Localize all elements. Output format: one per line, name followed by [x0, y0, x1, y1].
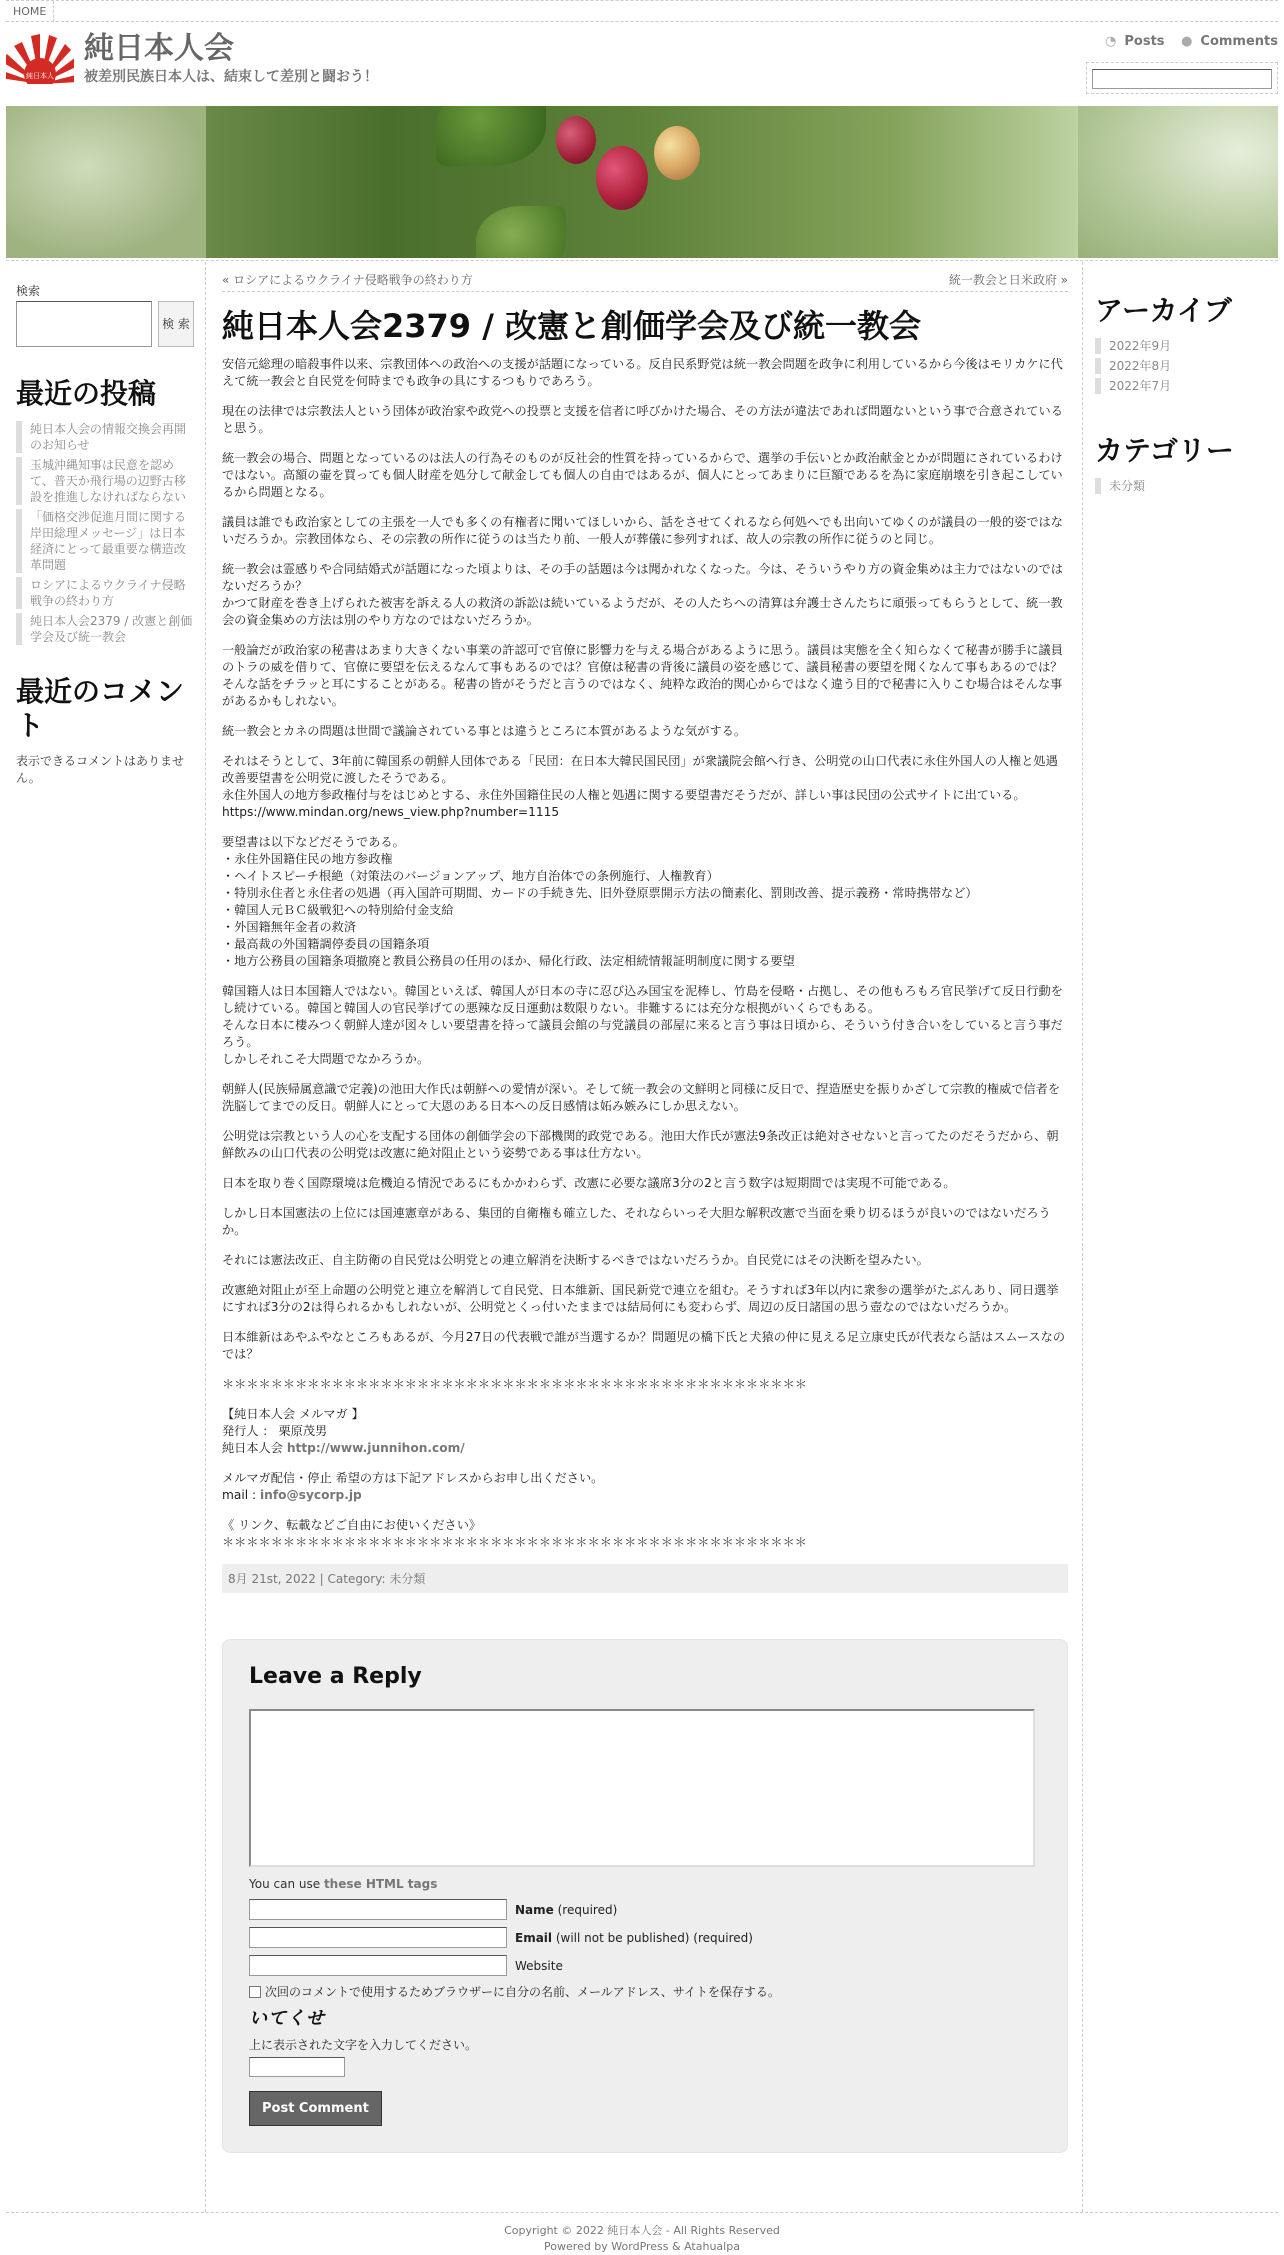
- archive-link[interactable]: 2022年9月: [1095, 338, 1266, 354]
- site-title[interactable]: 純日本人会: [84, 31, 234, 66]
- archive-link[interactable]: 2022年7月: [1095, 378, 1266, 394]
- website-label: Website: [515, 1958, 563, 1973]
- sidebar-search-form: [16, 301, 195, 347]
- leaf-shape: [436, 106, 546, 166]
- name-row: [249, 1899, 1041, 1920]
- post-body: [222, 356, 1075, 1551]
- post-paragraph: 韓国籍人は日本国籍人ではない。韓国といえば、韓国人が日本の寺に忍び込み国宝を泥棒し、竹島を侵略・占拠し、その他もろもろ官民挙げて反日行動をし続けている。韓国と韓国人の官民挙げての悪辣な反日運動は数限りない。非難するには充分な根拠がいくらでもある。 そんな日本に棲みつく朝鮮人達が図々しい要望書を持って議員会館の与党議員の部屋に来ると言う事は日頃から、そういう付き合いをしていると言う事だろう。 しかしそれこそ大問題でなかろうか。: [222, 984, 1063, 1066]
- posts-feed-link[interactable]: [1099, 34, 1165, 49]
- top-navigation: [6, 0, 1278, 22]
- reply-title: Leave a Reply: [249, 1664, 422, 1689]
- newsletter-link-note: 《 リンク、転載などご自由にお使いください》: [222, 1518, 482, 1532]
- recent-posts-list: [16, 421, 195, 645]
- post-date: 8月 21st, 2022 | Category:: [228, 1572, 390, 1586]
- recent-posts-title: 最近の投稿: [16, 377, 157, 410]
- nav-home-link[interactable]: HOME: [6, 1, 54, 22]
- post-paragraph: それはそうとして、3年前に韓国系の朝鮮人団体である「民団：在日本大韓民国民団」が衆議院会館へ行き、公明党の山口代表に永住外国人の人権と処遇改善要望書を公明党に渡したそうである。 永住外国人の地方参政権付与をはじめとする、永住外国籍住民の人権と処遇に関する要望書だそうだが、詳しい事は民団の公式サイトに出ている。 https://www.mindan.org/news_view.php?number=1115: [222, 754, 1058, 819]
- post-category-link[interactable]: 未分類: [389, 1572, 426, 1586]
- post-navigation: [222, 262, 1068, 292]
- newsletter-contact: メルマガ配信・停止 希望の方は下記アドレスからお申し出ください。: [222, 1471, 604, 1485]
- left-sidebar: [6, 262, 206, 2212]
- previous-post-link[interactable]: « ロシアによるウクライナ侵略戦争の終わり方: [222, 273, 473, 287]
- post-paragraph: 統一教会の場合、問題となっているのは法人の行為そのものが反社会的性質を持っているからで、選挙の手伝いとか政治献金とかが問題にされているわけではない。高額の壷を買っても個人財産を処分して献金しても個人の自由ではあるが、個人にとってあまりに巨額であるを為に家庭崩壊を引き起こしているから問題となる。: [222, 451, 1063, 499]
- comment-textarea[interactable]: [249, 1709, 1035, 1867]
- recent-comments-title: 最近のコメント: [16, 675, 185, 742]
- right-sidebar: [1082, 262, 1278, 2212]
- site-header: [6, 22, 1278, 106]
- recent-post-link[interactable]: 「価格交渉促進月間に関する岸田総理メッセージ」は日本経済にとって最重要な構造改革問題: [16, 509, 195, 573]
- post-title: 純日本人会2379 / 改憲と創価学会及び統一教会: [222, 307, 922, 345]
- rss-icon: ◔: [1105, 34, 1117, 49]
- newsletter-publisher: 発行人 ： 栗原茂男: [222, 1424, 328, 1438]
- post-paragraph: 統一教会は霊感りや合同結婚式が話題になった頃よりは、その手の話題は今は聞かれなくなった。今は、そういうやり方の資金集めは主力ではないのではないだろうか？ かつて財産を巻き上げられた被害を訴える人の救済の訴訟は続いているようだが、その人たちへの清算は弁護士さんたちに頑張ってもらうとして、統一教会の資金集めの方法は別のやり方なのではないだろうか。: [222, 562, 1063, 627]
- email-row: [249, 1927, 1041, 1948]
- post-paragraph: 議員は誰でも政治家としての主張を一人でも多くの有権者に聞いてほしいから、話をさせてくれるなら何処へでも出向いてゆくのが議員の一般的姿ではないだろうか。宗教団体なら、その宗教の所作に従うのは当たり前、一般人が葬儀に参列すれば、故人の宗教の所作に従うのと同じ。: [222, 515, 1063, 546]
- main-content: [222, 262, 1075, 2153]
- recent-post-link[interactable]: ロシアによるウクライナ侵略戦争の終わり方: [16, 577, 195, 609]
- rising-sun-logo[interactable]: [6, 34, 74, 84]
- newsletter-site-label: 純日本人会: [222, 1441, 287, 1455]
- captcha-image-text: いてくせ: [249, 2008, 325, 2029]
- site-footer: [6, 2212, 1278, 2255]
- post-comment-button[interactable]: Post Comment: [249, 2091, 382, 2126]
- post-paragraph: それには憲法改正、自主防衛の自民党は公明党との連立解消を決断するべきではないだろうか。自民党にはその決断を望みたい。: [222, 1253, 929, 1267]
- newsletter-mail-link[interactable]: info@sycorp.jp: [259, 1488, 362, 1502]
- recent-post-link[interactable]: 純日本人会2379 / 改憲と創価学会及び統一教会: [16, 613, 195, 645]
- name-field[interactable]: [249, 1899, 507, 1920]
- save-info-row: [249, 1983, 1041, 2000]
- newsletter-block: [222, 1406, 1068, 1457]
- website-row: [249, 1955, 1041, 1976]
- mail-label: mail :: [222, 1488, 260, 1502]
- comments-feed-link[interactable]: [1175, 34, 1278, 49]
- header-banner-image: [6, 106, 1278, 258]
- newsletter-header: 【純日本人会 メルマガ 】: [222, 1407, 364, 1421]
- raspberry-shape: [556, 116, 596, 164]
- leaf-shape: [476, 206, 566, 258]
- post-paragraph: 現在の法律では宗教法人という団体が政治家や政党への投票と支援を信者に呼びかけた場合、その方法が違法であれば問題ないという事で合意されていると思う。: [222, 404, 1063, 435]
- star-divider: ＊＊＊＊＊＊＊＊＊＊＊＊＊＊＊＊＊＊＊＊＊＊＊＊＊＊＊＊＊＊＊＊＊＊＊＊＊＊＊＊＊＊＊＊＊＊＊＊: [222, 1377, 807, 1391]
- no-comments-text: 表示できるコメントはありません。: [16, 754, 185, 785]
- allowed-tags-link[interactable]: these HTML tags: [323, 1877, 438, 1891]
- allowed-tags-note: [249, 1877, 1041, 1891]
- recent-post-link[interactable]: 純日本人会の情報交換会再開のお知らせ: [16, 421, 195, 453]
- save-info-checkbox[interactable]: [249, 1986, 261, 1998]
- post-paragraph: 朝鮮人(民族帰属意識で定義)の池田大作氏は朝鮮への愛情が深い。そして統一教会の文鮮明と同様に反日で、捏造歴史を振りかざして宗教的権威で信者を洗脳してまでの反日。朝鮮人にとって大恩のある日本への反日感情は妬み嫉みにしか思えない。: [222, 1082, 1061, 1113]
- header-divider: [6, 260, 1278, 261]
- posts-feed-label: Posts: [1124, 34, 1165, 49]
- captcha-label: 上に表示された文字を入力してください。: [249, 2038, 478, 2052]
- post-paragraph: 改憲絶対阻止が至上命題の公明党と連立を解消して自民党、日本維新、国民新党で連立を組む。そうすれば3年以内に衆参の選挙がたぶんあり、同日選挙にすれば3分の2は得られるかもしれないが、公明党とくっ付いたままでは結局何にも変わらず、周辺の反日諸国の思う壺なのではないだろうか。: [222, 1283, 1059, 1314]
- comment-bubble-icon: ●: [1181, 34, 1193, 49]
- save-info-label: 次回のコメントで使用するためブラウザーに自分の名前、メールアドレス、サイトを保存する。: [265, 1985, 780, 1999]
- next-post-link[interactable]: 統一教会と日米政府 »: [948, 273, 1068, 287]
- categories-list: [1095, 478, 1266, 494]
- post-paragraph: しかし日本国憲法の上位には国連憲章がある、集団的自衛権も確立した、それならいっそ大胆な解釈改憲で当面を乗り切るほうが良いのではないだろうか。: [222, 1206, 1051, 1237]
- star-divider: ＊＊＊＊＊＊＊＊＊＊＊＊＊＊＊＊＊＊＊＊＊＊＊＊＊＊＊＊＊＊＊＊＊＊＊＊＊＊＊＊＊＊＊＊＊＊＊＊: [222, 1535, 807, 1549]
- post-paragraph: 一般論だが政治家の秘書はあまり大きくない事業の許認可で官僚に影響力を与える場合があるように思う。議員は実態を全く知らなくて秘書が勝手に議員のトラの威を借りて、官僚に要望を伝えるなんて事もあるのでは？官僚は秘書の背後に議員の姿を感じて、議員秘書の要望を聞くなんて事もあるのでは？ そんな話をチラッと耳にすることがある。秘書の皆がそうだと言うのではなく、純粋な政治的関心からではなく違う目的で秘書に入りこむ場合はそんな事があるかもしれない。: [222, 643, 1075, 708]
- categories-title: カテゴリー: [1095, 434, 1234, 467]
- comments-feed-label: Comments: [1200, 34, 1278, 49]
- post-paragraph: 公明党は宗教という人の心を支配する団体の創価学会の下部機関的政党である。池田大作氏が憲法9条改正は絶対させないと言ってたのだそうだから、朝鮮飲みの山口代表の公明党は改憲に絶対阻止という姿勢である事は仕方ない。: [222, 1129, 1059, 1160]
- allowed-tags-prefix: You can use: [249, 1877, 324, 1891]
- comment-form: [222, 1639, 1068, 2153]
- raspberry-shape: [654, 126, 700, 180]
- footer-copyright: Copyright © 2022 純日本人会 - All Rights Reserved: [504, 2224, 780, 2237]
- raspberry-shape: [596, 146, 648, 210]
- category-link[interactable]: 未分類: [1095, 478, 1266, 494]
- sidebar-search-label: 検索: [16, 284, 41, 298]
- banner-left-panel: [6, 106, 206, 258]
- post-paragraph: 安倍元総理の暗殺事件以来、宗教団体への政治への支援が話題になっている。反自民系野党は統一教会問題を政争に利用しているから今後はモリカケに代えて統一教会と自民党を何時までも政争の具にするつもりであろう。: [222, 357, 1063, 388]
- banner-right-panel: [1078, 106, 1278, 258]
- sidebar-search-button[interactable]: 検 索: [158, 301, 194, 347]
- header-search-input[interactable]: [1092, 69, 1272, 89]
- name-label: Name (required): [515, 1902, 618, 1917]
- footer-powered-by: Powered by WordPress & Atahualpa: [544, 2240, 740, 2253]
- header-search-box: [1086, 62, 1278, 94]
- post-paragraph: 日本を取り巻く国際環境は危機迫る情況であるにもかかわらず、改憲に必要な議席3分の2と言う数字は短期間では実現不可能である。: [222, 1176, 956, 1190]
- logo-text: 純日本人: [26, 72, 54, 80]
- post-paragraph: 日本維新はあやふやなところもあるが、今月27日の代表戦で誰が当選するか？問題児の橋下氏と犬猿の仲に見える足立康史氏が代表なら話はスムースなのでは？: [222, 1330, 1066, 1361]
- feed-links: [1093, 34, 1278, 49]
- newsletter-link-note-block: [222, 1517, 1068, 1551]
- post-paragraph: 要望書は以下などだそうである。 ・永住外国籍住民の地方参政権 ・ヘイトスピーチ根絶（対策法のバージョンアップ、地方自治体での条例施行、人権教育） ・特別永住者と永住者の処遇（再入国許可期間、カードの手続き先、旧外登原票開示方法の簡素化、罰則改善、提示義務・常時携帯など） ・韓国人元ＢＣ級戦犯への特別給付金支給 ・外国籍無年金者の救済 ・最高裁の外国籍調停委員の国籍条項 ・地方公務員の国籍条項撤廃と教員公務員の任用のほか、帰化行政、法定相続情報証明制度に関する要望: [222, 835, 978, 968]
- newsletter-contact-block: [222, 1470, 1068, 1504]
- email-field[interactable]: [249, 1927, 507, 1948]
- post-meta: [222, 1564, 1068, 1593]
- recent-post-link[interactable]: 玉城沖縄知事は民意を認めて、普天か飛行場の辺野古移設を推進しなければならない: [16, 457, 195, 505]
- website-field[interactable]: [249, 1955, 507, 1976]
- archives-list: [1095, 338, 1266, 394]
- sidebar-search-input[interactable]: [16, 301, 152, 347]
- archives-title: アーカイブ: [1095, 294, 1232, 327]
- site-description: 被差別民族日本人は、結束して差別と闘おう！: [84, 69, 378, 85]
- captcha-input[interactable]: [249, 2057, 345, 2077]
- email-label: Email (will not be published) (required): [515, 1930, 753, 1945]
- archive-link[interactable]: 2022年8月: [1095, 358, 1266, 374]
- post-paragraph: 統一教会とカネの問題は世間で議論されている事とは違うところに本質があるような気がする。: [222, 724, 747, 738]
- newsletter-site-link[interactable]: http://www.junnihon.com/: [286, 1441, 465, 1455]
